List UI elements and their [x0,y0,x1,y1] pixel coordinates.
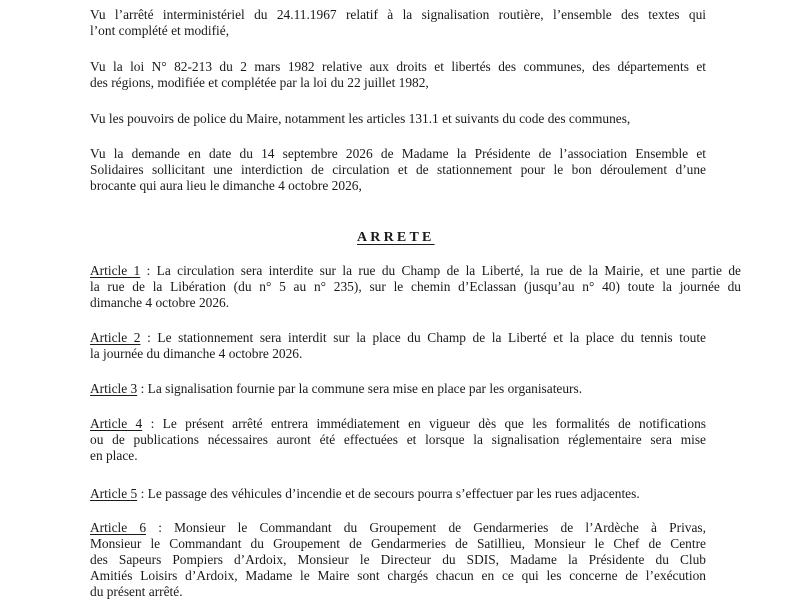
preamble-3-line-1: Vu les pouvoirs de police du Maire, notamment les articles 131.1 et suivants du code des communes, [90,111,631,126]
article-3-label: Article 3 [90,381,138,396]
article-1-label: Article 1 [90,263,141,278]
article-6-line-5: du présent arrêté. [90,584,183,599]
article-1-line-2: la rue de la Libération (du n° 5 au n° 235), sur le chemin d’Eclassan (jusqu’au n° 40) toute la journée du [90,279,741,294]
article-2-label: Article 2 [90,330,141,345]
article-1-line-3: dimanche 4 octobre 2026. [90,295,230,310]
article-5-line-1: Article 5 : Le passage des véhicules d’incendie et de secours pourra s’effectuer par les rues adjacentes. [90,486,640,501]
article-6-label: Article 6 [90,520,147,535]
article-4-line-1: Article 4 : Le présent arrêté entrera immédiatement en vigueur dès que les formalités de notifications [90,416,707,431]
article-6-line-4: Amitiés Loisirs d’Ardoix, Madame le Maire sont chargés chacun en ce qui les concerne de l’exécution [90,568,706,583]
article-2-line-1: Article 2 : Le stationnement sera interdit sur la place du Champ de la Liberté et la place du tennis toute [90,330,706,345]
article-5-label: Article 5 [90,486,138,501]
article-4-label: Article 4 [90,416,143,431]
preamble-4-line-2: Solidaires sollicitant une interdiction de circulation et de stationnement pour le bon déroulement d’une [90,162,706,177]
article-3-line-1: Article 3 : La signalisation fournie par la commune sera mise en place par les organisateurs. [90,381,583,396]
article-6-line-1: Article 6 : Monsieur le Commandant du Groupement de Gendarmeries de l’Ardèche à Privas, [90,520,706,535]
preamble-4-line-3: brocante qui aura lieu le dimanche 4 octobre 2026, [90,178,362,193]
article-1-line-1: Article 1 : La circulation sera interdite sur la rue du Champ de la Liberté, la rue de la Mairie, et une partie de [90,263,741,278]
decree-title: ARRETE [357,230,435,245]
preamble-2-line-2: des régions, modifiée et complétée par la loi du 22 juillet 1982, [90,75,429,90]
article-6-line-3: des Sapeurs Pompiers d’Ardoix, Monsieur le Directeur du SDIS, Madame la Présidente du Club [90,552,706,567]
article-4-line-2: ou de publications nécessaires auront été effectuées et lorsque la signalisation réglementaire sera mise [90,432,706,447]
article-6-line-2: Monsieur le Commandant du Groupement de Gendarmeries de Satillieu, Monsieur le Chef de Centre [90,536,706,551]
preamble-2-line-1: Vu la loi N° 82-213 du 2 mars 1982 relative aux droits et libertés des communes, des départements et [90,59,706,74]
article-4-line-3: en place. [90,448,138,463]
article-2-line-2: la journée du dimanche 4 octobre 2026. [90,346,303,361]
preamble-4-line-1: Vu la demande en date du 14 septembre 2026 de Madame la Présidente de l’association Ensemble et [90,146,706,161]
preamble-1-line-2: l’ont complété et modifié, [90,23,230,38]
preamble-1-line-1: Vu l’arrêté interministériel du 24.11.1967 relatif à la signalisation routière, l’ensemble des textes qui [90,7,706,22]
